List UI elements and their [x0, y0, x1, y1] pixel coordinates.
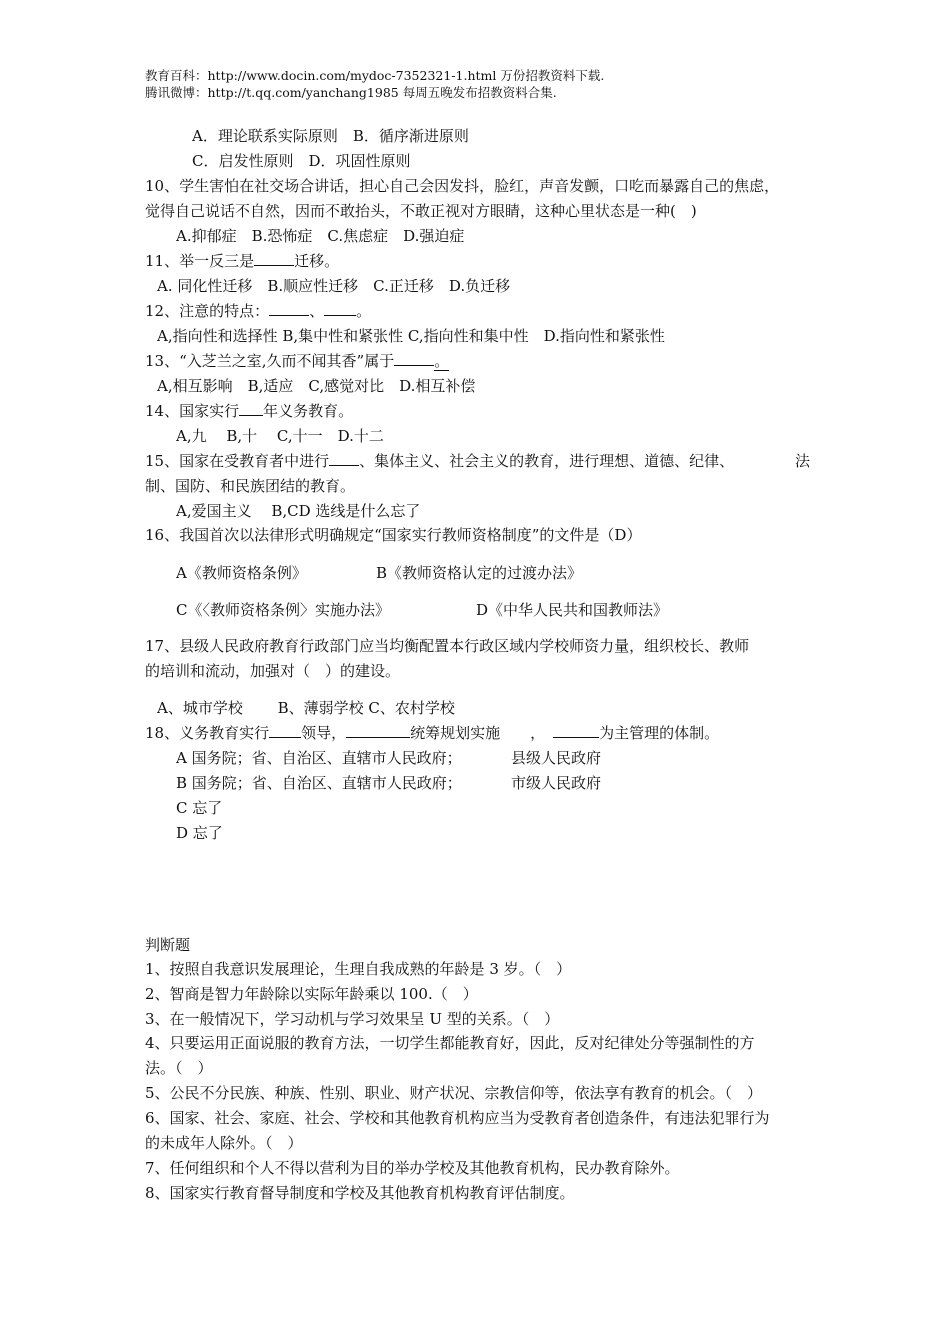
judgement-item-6-line-2: 的未成年人除外。（ ） — [145, 1134, 303, 1152]
q14-stem — [145, 399, 810, 423]
q15-line-2: 制、国防、和民族团结的教育。 — [145, 477, 356, 495]
q18-stem-mid1: 领导， — [301, 724, 347, 742]
q16-options-cd — [176, 598, 841, 622]
q12-sep: 、 — [309, 302, 325, 320]
judgement-title: 判断题 — [145, 936, 191, 954]
q13-options: A,相互影响 B,适应 C,感觉对比 D.相互补偿 — [157, 377, 476, 395]
q18-option-d: D 忘了 — [176, 824, 223, 842]
header-line-1: 教育百科：http://www.docin.com/mydoc-7352321-1.html 万份招教资料下载. — [145, 68, 605, 83]
q16-option-b: B《教师资格认定的过渡办法》 — [376, 564, 583, 582]
q14-blank — [239, 399, 263, 416]
q10-line-1: 10、学生害怕在社交场合讲话，担心自己会因发抖，脸红，声音发颤，口吃而暴露自己的焦虑， — [145, 177, 780, 195]
q15-line-1 — [145, 449, 810, 473]
q17-options: A、城市学校 B、薄弱学校 C、农村学校 — [157, 699, 455, 717]
q15-blank — [329, 449, 359, 466]
q13-stem-post: 。 — [434, 352, 450, 370]
judgement-item-4-line-1: 4、只要运用正面说服的教育方法，一切学生都能教育好，因此，反对纪律处分等强制性的方 — [145, 1034, 755, 1052]
q10-options: A.抑郁症 B.恐怖症 C.焦虑症 D.强迫症 — [176, 227, 465, 245]
q13-stem — [145, 349, 810, 373]
judgement-item-7: 7、任何组织和个人不得以营利为目的举办学校及其他教育机构，民办教育除外。 — [145, 1159, 680, 1177]
q18-stem — [145, 721, 810, 745]
q18-option-a-part-1: A 国务院；省、自治区、直辖市人民政府； — [176, 749, 462, 767]
q13-blank — [394, 349, 434, 366]
judgement-item-3: 3、在一般情况下，学习动机与学习效果呈 U 型的关系。（ ） — [145, 1010, 560, 1028]
q15-stem-post: 、集体主义、社会主义的教育，进行理想、道德、纪律、 — [359, 452, 735, 470]
q12-blank-2 — [324, 299, 356, 316]
q12-stem — [145, 299, 810, 323]
judgement-item-5: 5、公民不分民族、种族、性别、职业、财产状况、宗教信仰等，依法享有教育的机会。（ ） — [145, 1084, 763, 1102]
judgement-item-1: 1、按照自我意识发展理论，生理自我成熟的年龄是 3 岁。（ ） — [145, 960, 572, 978]
header-line-2: 腾讯微博：http://t.qq.com/yanchang1985 每周五晚发布招教资料合集. — [145, 85, 557, 100]
q12-options: A,指向性和选择性 B,集中性和紧张性 C,指向性和集中性 D.指向性和紧张性 — [157, 327, 665, 345]
q16-option-a: A《教师资格条例》 — [176, 564, 307, 582]
judgement-item-6-line-1: 6、国家、社会、家庭、社会、学校和其他教育机构应当为受教育者创造条件，有违法犯罪行为 — [145, 1109, 770, 1127]
q11-stem — [145, 249, 810, 273]
q18-stem-post: 为主管理的体制。 — [599, 724, 720, 742]
q18-blank-2 — [346, 721, 410, 738]
q13-stem-pre: 13、“入芝兰之室,久而不闻其香”属于 — [145, 352, 395, 370]
q15-stem-pre: 15、国家在受教育者中进行 — [145, 452, 330, 470]
q16-option-d: D《中华人民共和国教师法》 — [476, 601, 669, 619]
q16-option-c: C《〈教师资格条例〉实施办法》 — [176, 601, 390, 619]
q18-option-a-part-2: 县级人民政府 — [511, 749, 602, 767]
q14-stem-pre: 14、国家实行 — [145, 402, 240, 420]
q11-stem-pre: 11、举一反三是 — [145, 252, 255, 270]
q10-line-2: 觉得自己说话不自然，因而不敢抬头，不敢正视对方眼睛，这种心里状态是一种( ) — [145, 202, 697, 220]
judgement-item-4-line-2: 法。（ ） — [145, 1059, 213, 1077]
q12-blank-1 — [269, 299, 309, 316]
q18-option-c: C 忘了 — [176, 799, 223, 817]
q14-options: A,九 B,十 C,十一 D.十二 — [176, 427, 384, 445]
q16-stem: 16、我国首次以法律形式明确规定“国家实行教师资格制度”的文件是（D） — [145, 526, 642, 544]
q17-line-1: 17、县级人民政府教育行政部门应当均衡配置本行政区域内学校师资力量，组织校长、教师 — [145, 637, 750, 655]
q11-blank — [254, 249, 294, 266]
judgement-item-2: 2、智商是智力年龄除以实际年龄乘以 100.（ ） — [145, 985, 478, 1003]
q12-stem-post: 。 — [356, 302, 372, 320]
q18-option-b-part-2: 市级人民政府 — [511, 774, 602, 792]
q11-options: A. 同化性迁移 B.顺应性迁移 C.正迁移 D.负迁移 — [157, 277, 511, 295]
q11-stem-post: 迁移。 — [294, 252, 340, 270]
judgement-item-8: 8、国家实行教育督导制度和学校及其他教育机构教育评估制度。 — [145, 1184, 575, 1202]
q18-option-b — [176, 771, 841, 795]
q18-stem-mid2: 统筹规划实施 ， — [410, 724, 546, 742]
q18-blank-1 — [269, 721, 301, 738]
q18-option-b-part-1: B 国务院；省、自治区、直辖市人民政府； — [176, 774, 462, 792]
q18-stem-pre: 18、义务教育实行 — [145, 724, 270, 742]
q9-options-cd: C．启发性原则 D．巩固性原则 — [192, 152, 411, 170]
q15-line-1-text — [145, 449, 734, 473]
q14-stem-post: 年义务教育。 — [263, 402, 354, 420]
q18-blank-3 — [553, 721, 599, 738]
q15-line-1-end: 法 — [794, 452, 810, 470]
q18-option-a — [176, 746, 841, 770]
q12-stem-pre: 12、注意的特点： — [145, 302, 270, 320]
q16-options-ab — [176, 561, 841, 585]
q17-line-2: 的培训和流动，加强对（ ）的建设。 — [145, 662, 401, 680]
q15-options: A,爱国主义 B,CD 选线是什么忘了 — [176, 502, 421, 520]
q9-options-ab: A．理论联系实际原则 B．循序渐进原则 — [192, 127, 469, 145]
